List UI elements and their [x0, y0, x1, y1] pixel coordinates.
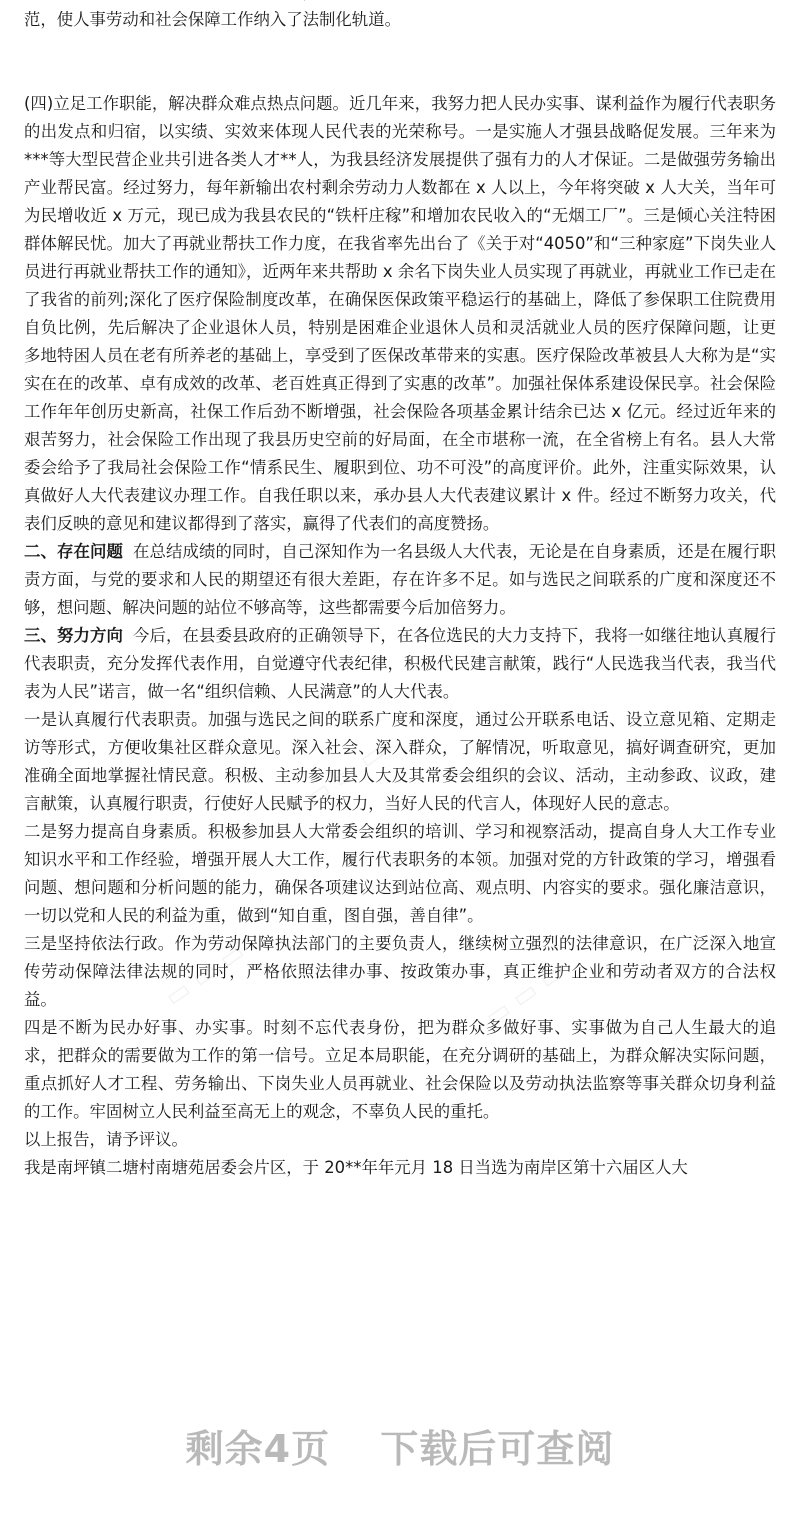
watermark-mark: ▭ ▭ ▭ — [299, 736, 391, 814]
paragraph-four: (四)立足工作职能，解决群众难点热点问题。近几年来，我努力把人民办实事、谋利益作为履行代表职务的出发点和归宿，以实绩、实效来体现人民代表的光荣称号。一是实施人才强县战略促发展。三年来为***等大型民营企业共引进各类人才**人，为我县经济发展提供了强有力的人才保证。二是做强劳务输出产业帮民富。经过努力，每年新输出农村剩余劳动力人数都在 x 人以上，今年将突破 x 人大关，当年可为民增收近 x 万元，现已成为我县农民的“铁杆庄稼”和增加农民收入的“无烟工厂”。三是倾心关注特困群体解民忧。加大了再就业帮扶工作力度，在我省率先出台了《关于对“4050”和“三种家庭”下岗失业人员进行再就业帮扶工作的通知》，近两年来共帮助 x 余名下岗失业人员实现了再就业，再就业工作已走在了我省的前列;深化了医疗保险制度改革，在确保医保政策平稳运行的基础上，降低了参保职工住院费用自负比例，先后解决了企业退休人员，特别是困难企业退休人员和灵活就业人员的医疗保障问题，让更多地特困人员在老有所养老的基础上，享受到了医保改革带来的实惠。医疗保险改革被县人大称为是“实实在在的改革、卓有成效的改革、老百姓真正得到了实惠的改革”。加强社保体系建设保民享。社会保险工作年年创历史新高，社保工作后劲不断增强，社会保险各项基金累计结余已达 x 亿元。经过近年来的艰苦努力，社会保险工作出现了我县历史空前的好局面，在全市堪称一流，在全省榜上有名。县人大常委会给予了我局社会保险工作“情系民生、履职到位、功不可没”的高度评价。此外，注重实际效果，认真做好人大代表建议办理工作。自我任职以来，承办县人大代表建议累计 x 件。经过不断努力攻关，代表们反映的意见和建议都得到了落实，赢得了代表们的高度赞扬。 — [24, 94, 776, 533]
section-two — [24, 538, 776, 622]
watermark-mark: ▭ ▭ ▭ — [159, 936, 251, 1014]
section-three-text: 今后，在县委县政府的正确领导下，在各位选民的大力支持下，我将一如继往地认真履行代表职责，充分发挥代表作用，自觉遵守代表纪律，积极代民建言献策，践行“人民选我当代表，我当代表为人民”诺言，做一名“组织信赖、人民满意”的人大代表。 — [24, 626, 777, 701]
top-cut-line — [24, 0, 776, 40]
top-line: 范，使人事劳动和社会保障工作纳入了法制化轨道。 — [24, 10, 401, 29]
point-one: 一是认真履行代表职责。加强与选民之间的联系广度和深度，通过公开联系电话、设立意见箱、定期走访等形式，方便收集社区群众意见。深入社会、深入群众，了解情况，听取意见，搞好调查研究，更加准确全面地掌握社情民意。积极、主动参加县人大及其常委会组织的会议、活动，主动参政、议政，建言献策，认真履行职责，行使好人民赋予的权力，当好人民的代言人，体现好人民的意志。 — [24, 710, 776, 813]
watermark-mark: ▭ ▭ ▭ — [479, 956, 571, 1034]
point-two: 二是努力提高自身素质。积极参加县人大常委会组织的培训、学习和视察活动，提高自身人大工作专业知识水平和工作经验，增强开展人大工作，履行代表职务的本领。加强对党的方针政策的学习，增强看问题、想问题和分析问题的能力，确保各项建议达到站位高、观点明、内容实的要求。强化廉洁意识，一切以党和人民的利益为重，做到“知自重，图自强，善自律”。 — [24, 822, 776, 925]
next-report-start: 我是南坪镇二塘村南塘苑居委会片区，于 20**年年元月 18 日当选为南岸区第十六届区人大 — [24, 1158, 688, 1177]
section-three-heading: 三、努力方向 — [24, 626, 123, 645]
point-three: 三是坚持依法行政。作为劳动保障执法部门的主要负责人，继续树立强烈的法律意识，在广泛深入地宣传劳动保障法律法规的同时，严格依照法律办事、按政策办事，真正维护企业和劳动者双方的合法权益。 — [24, 934, 776, 1009]
document-body — [24, 90, 776, 1182]
closing-line: 以上报告，请予评议。 — [24, 1130, 188, 1149]
download-prompt[interactable] — [0, 1418, 800, 1473]
download-to-view-label: 下载后可查阅 — [380, 1427, 615, 1471]
point-four: 四是不断为民办好事、办实事。时刻不忘代表身份，把为群众多做好事、实事做为自己人生最大的追求，把群众的需要做为工作的第一信号。立足本局职能，在充分调研的基础上，为群众解决实际问题，重点抓好人才工程、劳务输出、下岗失业人员再就业、社会保险以及劳动执法监察等事关群众切身利益的工作。牢固树立人民利益至高无上的观念，不辜负人民的重托。 — [24, 1018, 776, 1121]
remaining-pages-label: 剩余4页 — [185, 1427, 331, 1471]
section-two-text: 在总结成绩的同时，自己深知作为一名县级人大代表，无论是在自身素质，还是在履行职责方面，与党的要求和人民的期望还有很大差距，存在许多不足。如与选民之间联系的广度和深度还不够，想问题、解决问题的站位不够高等，这些都需要今后加倍努力。 — [24, 542, 777, 617]
section-two-heading: 二、存在问题 — [24, 542, 123, 561]
section-three — [24, 622, 776, 706]
